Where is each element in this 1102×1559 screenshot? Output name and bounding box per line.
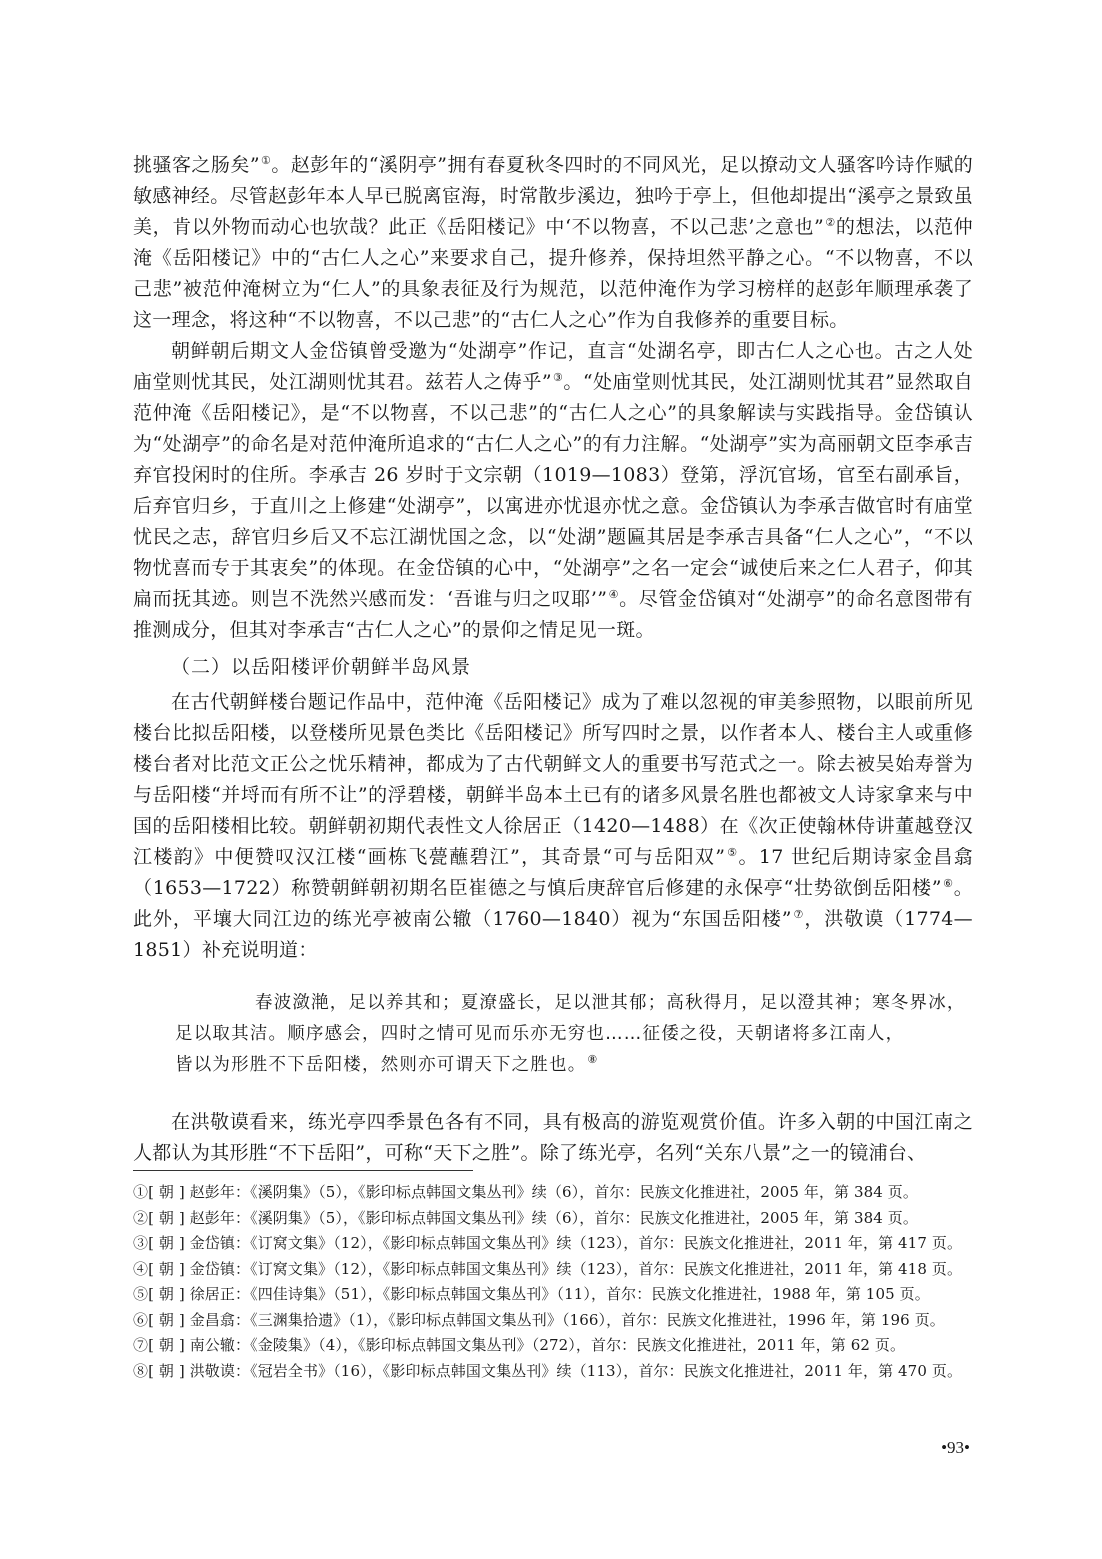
footnote: ⑦[ 朝 ] 南公辙：《金陵集》（4），《影印标点韩国文集丛刊》（272），首尔：民族文化推进社，2011 年，第 62 页。 xyxy=(133,1336,906,1354)
footnotes xyxy=(133,1180,973,1384)
paragraph-text: 。此外，平壤大同江边的练光亭被南公辙（1760—1840）视为“东国岳阳楼” xyxy=(133,877,973,930)
paragraph-text: 挑骚客之肠矣” xyxy=(133,154,260,176)
footnote-marker: ⑥ xyxy=(942,876,954,890)
page-number: •93• xyxy=(941,1438,970,1457)
quote-line xyxy=(175,1050,973,1081)
body-text xyxy=(133,150,973,1169)
paragraph-text: 在古代朝鲜楼台题记作品中，范仲淹《岳阳楼记》成为了难以忽视的审美参照物，以眼前所见楼台比拟岳阳楼，以登楼所见景色类比《岳阳楼记》所写四时之景，以作者本人、楼台主人或重修楼台者对比范文正公之忧乐精神，都成为了古代朝鲜文人的重要书写范式之一。除去被吴始寿誉为与岳阳楼“并埒而有所不让”的浮碧楼，朝鲜半岛本土已有的诸多风景名胜也都被文人诗家拿来与中国的岳阳楼相比较。朝鲜朝初期代表性文人徐居正（1420—1488）在《次正使翰林侍讲董越登汉江楼韵》中便赞叹汉江楼“画栋飞甍蘸碧江”，其奇景“可与岳阳双” xyxy=(133,691,973,868)
paragraph-text: 。尽管金岱镇对“处湖亭”的命名意图带有推测成分，但其对李承吉“古仁人之心”的景仰之情足见一斑。 xyxy=(133,588,973,641)
paragraph-text: 朝鲜朝后期文人金岱镇曾受邀为“处湖亭”作记，直言“处湖名亭，即古仁人之心也。古之人处庙堂则忧其民，处江湖则忧其君。兹若人之俦乎” xyxy=(133,340,973,393)
paragraph xyxy=(133,336,973,646)
footnote-marker: ③ xyxy=(552,370,564,384)
paragraph xyxy=(133,150,973,336)
paragraph-text: 。17 世纪后期诗家金昌翕（1653—1722）称赞朝鲜朝初期名臣崔德之与慎后庚辞官后修建的永保亭“壮势欲倒岳阳楼” xyxy=(133,846,974,899)
paragraph-text: ，洪敬谟（1774—1851）补充说明道： xyxy=(133,908,973,961)
section-heading: （二）以岳阳楼评价朝鲜半岛风景 xyxy=(171,656,472,678)
paragraph xyxy=(133,1107,973,1169)
paragraph-text: 。赵彭年的“溪阴亭”拥有春夏秋冬四时的不同风光，足以撩动文人骚客吟诗作赋的敏感神经。尽管赵彭年本人早已脱离宦海，时常散步溪边，独吟于亭上，但他却提出“溪亭之景致虽美，肯以外物而动心也欤哉？此正《岳阳楼记》中‘不以物喜，不以己悲’之意也” xyxy=(133,154,973,238)
footnote-marker: ⑤ xyxy=(726,845,739,859)
footnote: ③[ 朝 ] 金岱镇：《订窝文集》（12），《影印标点韩国文集丛刊》续（123），首尔：民族文化推进社，2011 年，第 417 页。 xyxy=(133,1234,963,1252)
footnote: ②[ 朝 ] 赵彭年：《溪阴集》（5），《影印标点韩国文集丛刊》续（6），首尔：民族文化推进社，2005 年，第 384 页。 xyxy=(133,1208,919,1227)
footnote: ①[ 朝 ] 赵彭年：《溪阴集》（5），《影印标点韩国文集丛刊》续（6），首尔：民族文化推进社，2005 年，第 384 页。 xyxy=(133,1183,919,1201)
footnote-divider xyxy=(133,1170,473,1171)
footnote: ⑤[ 朝 ] 徐居正：《四佳诗集》（51），《影印标点韩国文集丛刊》（11），首尔：民族文化推进社，1988 年，第 105 页。 xyxy=(133,1285,930,1303)
paragraph-text: 的想法，以范仲淹《岳阳楼记》中的“古仁人之心”来要求自己，提升修养，保持坦然平静之心。“不以物喜，不以己悲”被范仲淹树立为“仁人”的具象表征及行为规范，以范仲淹作为学习榜样的赵彭年顺理承袭了这一理念，将这种“不以物喜，不以己悲”的“古仁人之心”作为自我修养的重要目标。 xyxy=(133,216,973,331)
paragraph-text: 。“处庙堂则忧其民，处江湖则忧其君”显然取自范仲淹《岳阳楼记》，是“不以物喜，不以己悲”的“古仁人之心”的具象解读与实践指导。金岱镇认为“处湖亭”的命名是对范仲淹所追求的“古仁人之心”的有力注解。“处湖亭”实为高丽朝文臣李承吉弃官投闲时的住所。李承吉 26 岁时于文宗朝（1019—1083）登第，浮沉官场，官至右副承旨，后弃官归乡，于直川之上修建“处湖亭”，以寓进亦忧退亦忧之意。金岱镇认为李承吉做官时有庙堂忧民之志，辞官归乡后又不忘江湖忧国之念，以“处湖”题匾其居是李承吉具备“仁人之心”，“不以物忧喜而专于其衷矣”的体现。在金岱镇的心中，“处湖亭”之名一定会“诚使后来之仁人君子，仰其扁而抚其迹。则岂不洗然兴感而发：‘吾谁与归之叹耶’” xyxy=(133,371,973,610)
quote-line: 春波潋滟，足以养其和；夏潦盛长，足以泄其郁；高秋得月，足以澄其神；寒冬界冰， xyxy=(255,993,966,1013)
footnote-marker: ① xyxy=(260,153,272,167)
quote-line-text: 皆以为形胜不下岳阳楼，然则亦可谓天下之胜也。 xyxy=(175,1055,587,1075)
quote-line: 足以取其洁。顺序感会，四时之情可见而乐亦无穷也……征倭之役，天朝诸将多江南人， xyxy=(175,1024,905,1044)
footnote: ⑥[ 朝 ] 金昌翕：《三渊集拾遗》（1），《影印标点韩国文集丛刊》（166），首尔：民族文化推进社，1996 年，第 196 页。 xyxy=(133,1310,945,1329)
paragraph xyxy=(133,687,973,966)
block-quote xyxy=(133,988,973,1081)
footnote-marker: ⑧ xyxy=(587,1053,599,1067)
footnote-marker: ② xyxy=(825,215,836,229)
footnote: ④[ 朝 ] 金岱镇：《订窝文集》（12），《影印标点韩国文集丛刊》续（123），首尔：民族文化推进社，2011 年，第 418 页。 xyxy=(133,1259,963,1278)
footnote-marker: ④ xyxy=(608,587,620,601)
footnote: ⑧[ 朝 ] 洪敬谟：《冠岩全书》（16），《影印标点韩国文集丛刊》续（113），首尔：民族文化推进社，2011 年，第 470 页。 xyxy=(133,1361,963,1380)
paragraph-text: 在洪敬谟看来，练光亭四季景色各有不同，具有极高的游览观赏价值。许多入朝的中国江南之人都认为其形胜“不下岳阳”，可称“天下之胜”。除了练光亭，名列“关东八景”之一的镜浦台、 xyxy=(133,1111,973,1164)
footnote-marker: ⑦ xyxy=(792,907,805,921)
